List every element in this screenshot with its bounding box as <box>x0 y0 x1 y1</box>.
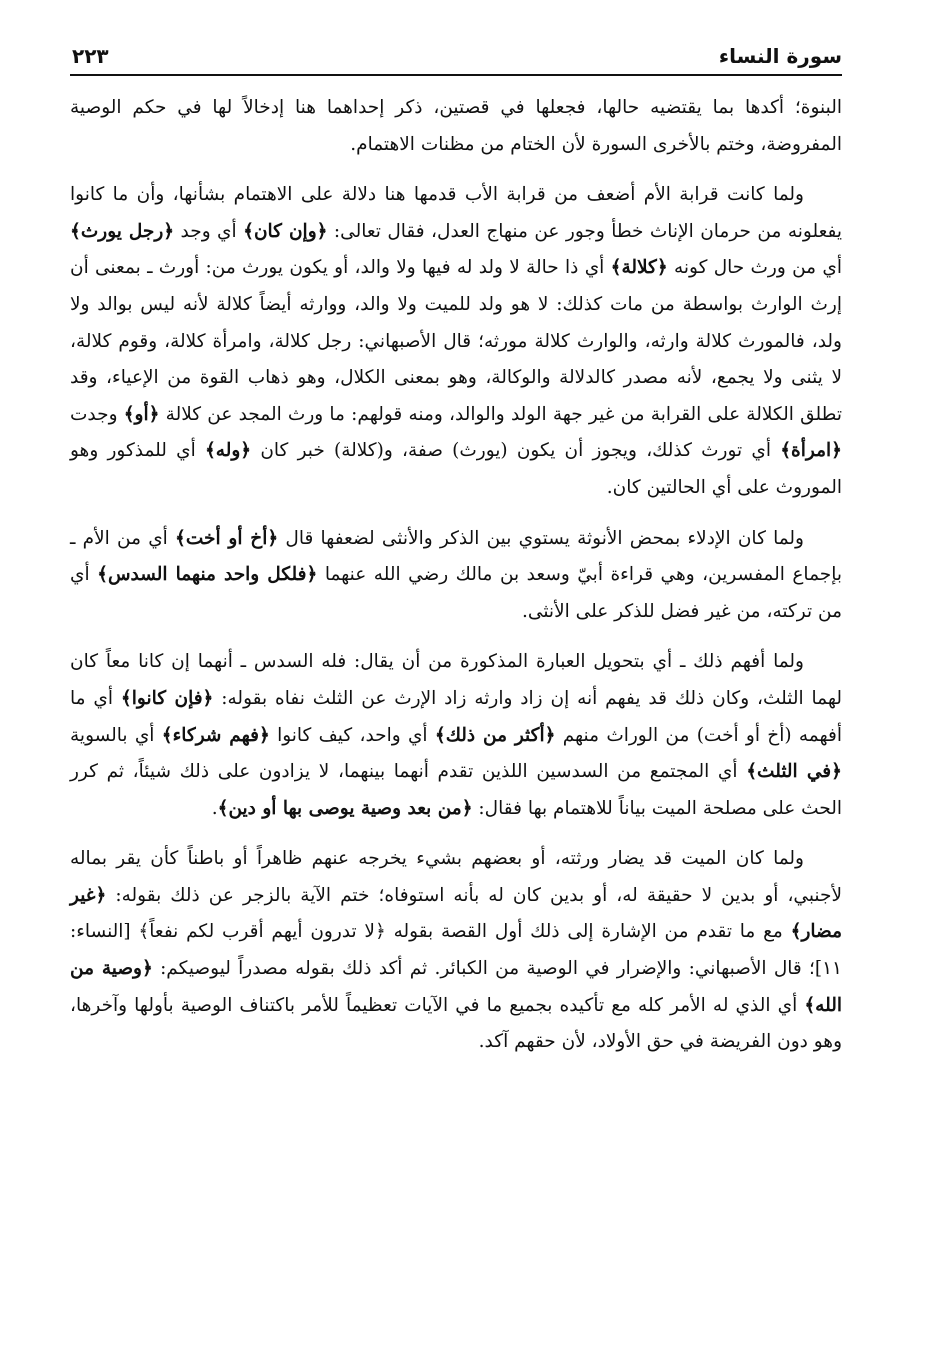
text-segment: وجدت <box>70 403 124 425</box>
surah-title: سورة النساء <box>718 44 842 68</box>
quran-quote: ﴿رجل يورث﴾ <box>70 220 175 242</box>
text-segment: أي وجد <box>174 220 244 242</box>
quran-quote: ﴿وإن كان﴾ <box>243 220 328 242</box>
paragraph <box>70 90 842 163</box>
book-page <box>70 40 842 1061</box>
text-segment: [النساء: ١١]؛ قال الأصبهاني: والإضرار في الوصية من الكبائر. ثم أكد ذلك بقوله مصدراً ليوصيكم: <box>70 921 842 980</box>
page-header <box>70 40 842 76</box>
quran-quote: ﴿فلكل واحد منهما السدس﴾ <box>97 564 318 586</box>
quran-quote: ﴿وله﴾ <box>204 440 252 462</box>
quran-quote: ﴿أكثر من ذلك﴾ <box>434 724 556 746</box>
text-segment: مع ما تقدم من الإشارة إلى ذلك أول القصة بقوله <box>385 921 791 943</box>
quran-quote: ﴿في الثلث﴾ <box>746 761 842 783</box>
quran-quote: ﴿فإن كانوا﴾ <box>120 687 214 709</box>
quran-quote: ﴿غير مضار﴾ <box>70 884 842 943</box>
text-segment: ولما أفهم ذلك ـ أي بتحويل العبارة المذكورة من أن يقال: فله السدس ـ أنهما إن كانا معاً كان لهما الثلث، وكان ذلك قد يفهم أنه إن زاد وارثه زاد الإرث عن الثلث نفاه بقوله: <box>70 651 842 709</box>
paragraph <box>70 644 842 827</box>
text-segment: ولما كانت قرابة الأم أضعف من قرابة الأب قدمها هنا دلالة على الاهتمام بشأنها، وأن ما كانوا يفعلونه من حرمان الإناث خطأ وجور عن منهاج العدل، فقال تعالى: <box>70 184 843 242</box>
page-content <box>70 90 842 1061</box>
text-segment: أي ما أفهمه (أخ أو أخت) من الوراث منهم <box>70 687 842 746</box>
text-segment: أي واحد، كيف كانوا <box>269 724 435 746</box>
quran-quote: ﴿امرأة﴾ <box>780 440 842 462</box>
quran-quote: ﴿كلالة﴾ <box>610 257 668 279</box>
text-segment: ولما كان الإدلاء بمحض الأنوثة يستوي بين الذكر والأنثى لضعفها قال <box>278 527 804 549</box>
text-segment: أي من تركته، من غير فضل للذكر على الأنثى. <box>70 564 842 622</box>
paragraph <box>70 841 842 1061</box>
text-segment: أي بالسوية <box>70 724 162 746</box>
text-segment: أي المجتمع من السدسين اللذين تقدم أنهما بينهما، لا يزادون على ذلك شيئاً، ثم كرر الحث على مصلحة الميت بياناً للاهتمام بها فقال: <box>70 761 842 819</box>
text-segment: البنوة؛ أكدها بما يقتضيه حالها، فجعلها في قصتين، ذكر إحداهما هنا إدخالاً لها في حكم الوصية المفروضة، وختم بالأخرى السورة لأن الختام من مظنات الاهتمام. <box>70 97 842 155</box>
text-segment: أي تورث كذلك، ويجوز أن يكون (يورث) صفة، و(كلالة) خبر كان <box>251 440 781 462</box>
paragraph <box>70 177 842 506</box>
text-segment: . <box>211 797 218 819</box>
quran-quote: ﴿أو﴾ <box>123 403 160 425</box>
paragraph <box>70 521 842 631</box>
text-segment: أي من الأم ـ بإجماع المفسرين، وهي قراءة أبيّ وسعد بن مالك رضي الله عنهما <box>70 527 842 586</box>
quran-quote: ﴿أخ أو أخت﴾ <box>175 527 279 549</box>
text-segment: أي من ورث حال كونه <box>667 257 842 279</box>
quran-quote: ﴿من بعد وصية يوصى بها أو دين﴾ <box>217 797 473 819</box>
page-number: ٢٢٣ <box>72 44 109 68</box>
text-segment: أي ذا حالة لا ولد له فيها ولا والد، أو يكون يورث من: أورث ـ بمعنى أن إرث الوارث بواسطة من مات كذلك: لا هو ولد للميت ولا والد، ووارثه أيضاً كلالة لأنه ليس بوالد ولا ولد، فالمورث كلالة وارثه، والوارث كلالة مورثه؛ قال الأصبهاني: رجل كلالة، وامرأة كلالة، وقوم كلالة، لا يثنى ولا يجمع، لأنه مصدر كالدلالة والوكالة، وهو بمعنى الكلال، وهو ذهاب القوة من الإعياء، وقد تطلق الكلالة على القرابة من غير جهة الولد والوالد، ومنه قولهم: ما ورث المجد عن كلالة <box>70 257 842 425</box>
quran-quote: ﴿وصية من الله﴾ <box>70 958 842 1016</box>
text-segment: ﴿لا تدرون أيهم أقرب لكم نفعاً﴾ <box>138 921 386 943</box>
text-segment: أي الذي له الأمر كله مع تأكيده بجميع ما في الآيات تعظيماً للأمر باكتناف الوصية بأولها وآخرها، وهو دون الفريضة في حق الأولاد، لأن حقهم آكد. <box>70 994 842 1053</box>
text-segment: أي للمذكور وهو الموروث على أي الحالتين كان. <box>70 440 842 498</box>
text-segment: ولما كان الميت قد يضار ورثته، أو بعضهم بشيء يخرجه عنهم ظاهراً أو باطناً كأن يقر بماله لأجنبي، أو بدين لا حقيقة له، أو بدين كان له بأنه استوفاه؛ ختم الآية بالزجر عن ذلك بقوله: <box>70 848 842 906</box>
quran-quote: ﴿فهم شركاء﴾ <box>161 724 270 746</box>
